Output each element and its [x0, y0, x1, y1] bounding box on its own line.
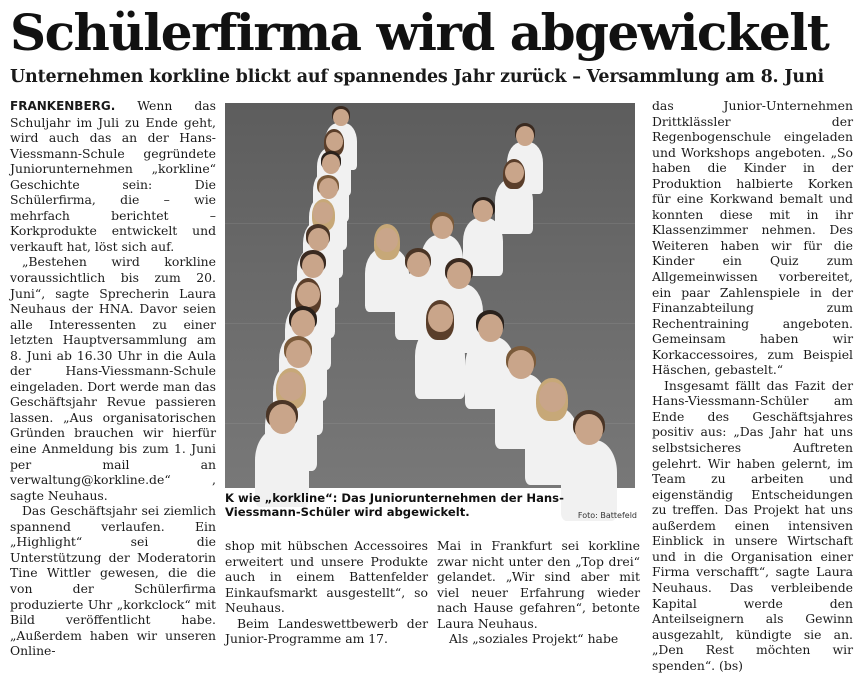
- article-column-4: [652, 98, 853, 673]
- paragraph-text: Wenn das Schuljahr im Juli zu Ende geht, wird auch das an der Hans-Viessmann-Schule gegründete Juniorunternehmen „korkline“ Geschichte sein: Die Schülerfirma, die – wie mehrfach berichtet – Korkprodukte entwickelt und verkauft hat, löst sich auf.: [10, 98, 216, 254]
- paragraph: Mai in Frankfurt sei korkline zwar nicht unter den „Top drei“ gelandet. „Wir sind aber mit viel neuer Erfahrung wieder nach Hause gefahren“, betonte Laura Neuhaus.: [437, 538, 640, 631]
- article-column-1: [10, 98, 216, 659]
- paragraph: „Bestehen wird korkline voraussichtlich bis zum 20. Juni“, sagte Sprecherin Laura Neuhaus der HNA. Davor seien alle Interessenten zu einer letzten Hauptversammlung am 8. Juni ab 16.30 Uhr in die Aula der Hans-Viessmann-Schule eingeladen. Dort werde man das Geschäftsjahr Revue passieren lassen. „Aus organisatorischen Gründen brauchen wir hierfür eine Anmeldung bis zum 1. Juni per mail an verwaltung@korkline.de“ , sagte Neuhaus.: [10, 254, 216, 503]
- headline: Schülerfirma wird abgewickelt: [10, 3, 829, 62]
- paragraph: Als „soziales Projekt“ habe: [449, 631, 619, 647]
- paragraph: [10, 98, 216, 254]
- subheadline: Unternehmen korkline blickt auf spannendes Jahr zurück – Versammlung am 8. Juni: [10, 67, 824, 87]
- group-photo: [225, 103, 635, 488]
- article-column-2: [225, 538, 428, 654]
- paragraph: Beim Landeswettbewerb der Junior-Programme am 17.: [225, 615, 428, 647]
- dateline: FRANKENBERG.: [10, 99, 116, 113]
- paragraph: das Junior-Unternehmen Drittklässler der Regenbogenschule eingeladen und Workshops angeboten. „So haben die Kinder in der Produktion halbierte Korken für eine Korkwand bemalt und konnten diese mit in ihr Klassenzimmer nehmen. Des Weiteren haben wir für die Kinder ein Quiz zum Allgemeinwissen vorbereitet, ein paar Zahlenspiele in der Finanzabteilung zum Rechentraining angeboten. Gemeinsam haben wir Korkaccessoires, zum Beispiel Häschen, gebastelt.“: [652, 98, 853, 378]
- paragraph: Insgesamt fällt das Fazit der Hans-Viessmann-Schüler am Ende des Geschäftsjahres positiv aus: „Das Jahr hat uns selbstsicheres Auftreten gelehrt. Wir haben gelernt, im Team zu arbeiten und eigenständig Entscheidungen zu treffen. Das Projekt hat uns außerdem einen intensiven Einblick in unsere Wirtschaft und in die Organisation einer Firma verschafft“, sagte Laura Neuhaus. Das verbleibende Kapital werde den Anteilseignern als Gewinn ausgezahlt, kündigte sie an. „Den Rest möchten wir spenden“. (bs): [652, 377, 853, 673]
- paragraph: Das Geschäftsjahr sei ziemlich spannend verlaufen. Ein „Highlight“ sei die Unterstützung der Moderatorin Tine Wittler gewesen, die die von der Schülerfirma produzierte Uhr „korkclock“ mit Bild veröffentlicht habe. „Außerdem haben wir unseren Online-: [10, 503, 216, 659]
- photo-caption: K wie „korkline“: Das Juniorunternehmen der Hans-Viessmann-Schüler wird abgewickelt.: [225, 491, 564, 519]
- paragraph: shop mit hübschen Accessoires erweitert und unsere Produkte auch in einem Battenfelder Einkaufsmarkt ausgestellt“, so Neuhaus.: [225, 538, 428, 616]
- photo-credit: Foto: Battefeld: [577, 511, 637, 520]
- article-column-3: [437, 538, 640, 654]
